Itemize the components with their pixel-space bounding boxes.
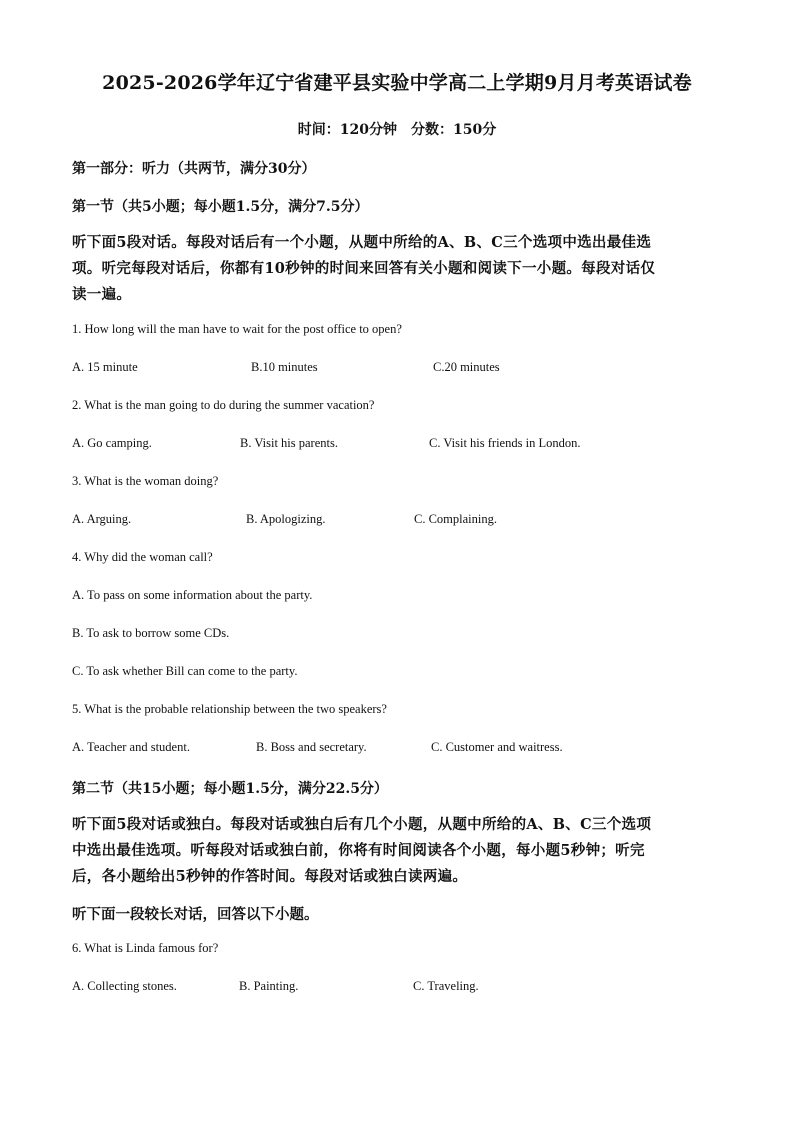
exam-title: 2025-2026学年辽宁省建平县实验中学高二上学期9月月考英语试卷 [102, 72, 692, 94]
section2-heading: 第二节（共15小题；每小题1.5分，满分22.5分） [72, 781, 388, 797]
option-b: B. Boss and secretary. [256, 740, 367, 754]
option-a: A. Teacher and student. [72, 740, 190, 754]
option-c: C. Traveling. [413, 979, 479, 993]
question-3-options [72, 512, 732, 530]
option-a: A. Arguing. [72, 512, 132, 526]
question-6-options [72, 979, 732, 997]
question-2-stem: 2. What is the man going to do during the summer vacation? [72, 398, 375, 412]
question-2-options [72, 436, 732, 454]
instruction-line: 读一遍。 [72, 286, 132, 303]
question-4-option-c: C. To ask whether Bill can come to the party. [72, 664, 298, 678]
question-1-options [72, 360, 732, 378]
option-b: B. Apologizing. [246, 512, 326, 526]
option-b: B. Painting. [239, 979, 299, 993]
instruction-line: 后，各小题给出5秒钟的作答时间。每段对话或独白读两遍。 [72, 868, 468, 885]
question-6-stem: 6. What is Linda famous for? [72, 941, 219, 955]
option-b: B.10 minutes [251, 360, 318, 374]
section2-instructions [72, 812, 722, 890]
section1-instructions [72, 230, 722, 308]
option-c: C. Customer and waitress. [431, 740, 563, 754]
question-1-stem: 1. How long will the man have to wait for the post office to open? [72, 322, 402, 336]
instruction-line: 听下面5段对话。每段对话后有一个小题，从题中所给的A、B、C三个选项中选出最佳选 [72, 234, 652, 251]
question-4-option-a: A. To pass on some information about the party. [72, 588, 313, 602]
section2-sub-instruction: 听下面一段较长对话，回答以下小题。 [72, 906, 319, 923]
option-a: A. Go camping. [72, 436, 152, 450]
instruction-line: 中选出最佳选项。听每段对话或独白前，你将有时间阅读各个小题，每小题5秒钟；听完 [72, 842, 645, 859]
instruction-line: 项。听完每段对话后，你都有10秒钟的时间来回答有关小题和阅读下一小题。每段对话仅 [72, 260, 656, 277]
exam-time-score: 时间：120分钟 分数：150分 [297, 122, 497, 138]
option-a: A. 15 minute [72, 360, 138, 374]
section1-heading: 第一节（共5小题；每小题1.5分，满分7.5分） [72, 199, 369, 215]
option-c: C. Complaining. [414, 512, 497, 526]
option-c: C. Visit his friends in London. [429, 436, 581, 450]
question-5-stem: 5. What is the probable relationship between the two speakers? [72, 702, 387, 716]
part1-heading: 第一部分：听力（共两节，满分30分） [72, 161, 316, 177]
question-4-stem: 4. Why did the woman call? [72, 550, 213, 564]
option-b: B. Visit his parents. [240, 436, 338, 450]
question-5-options [72, 740, 732, 758]
option-c: C.20 minutes [433, 360, 500, 374]
instruction-line: 听下面5段对话或独白。每段对话或独白后有几个小题，从题中所给的A、B、C三个选项 [72, 816, 652, 833]
question-4-option-b: B. To ask to borrow some CDs. [72, 626, 230, 640]
question-3-stem: 3. What is the woman doing? [72, 474, 219, 488]
option-a: A. Collecting stones. [72, 979, 177, 993]
